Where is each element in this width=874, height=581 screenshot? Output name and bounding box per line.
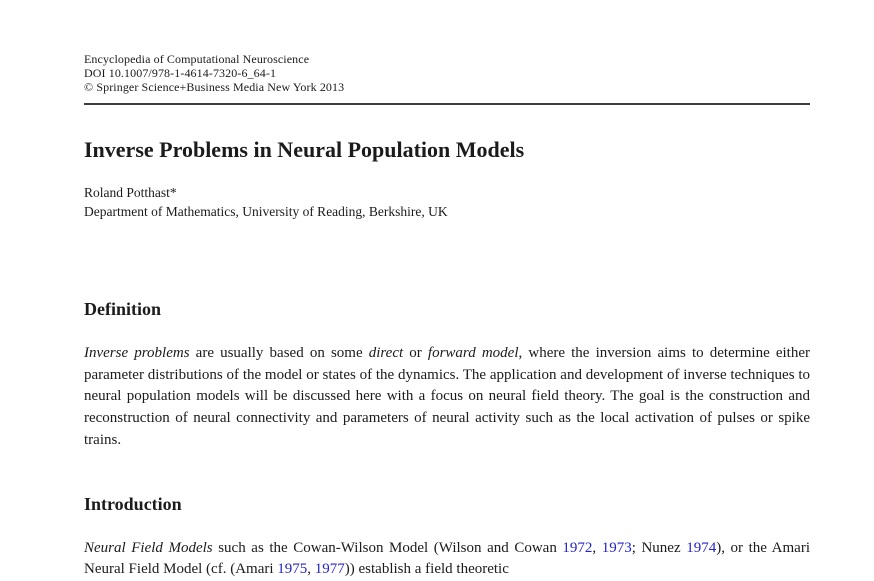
citation-link[interactable]: 1972 — [562, 539, 593, 556]
section-heading-definition: Definition — [84, 299, 162, 319]
byline — [84, 183, 810, 221]
header-divider — [84, 103, 810, 105]
paragraph-text: ; Nunez — [631, 539, 687, 556]
citation-link[interactable]: 1977 — [314, 561, 345, 578]
copyright-line: © Springer Science+Business Media New York 2013 — [84, 80, 345, 94]
definition-paragraph — [84, 343, 810, 452]
paragraph-text: , — [592, 539, 602, 556]
paragraph-text: )) establish a field theoretic — [344, 561, 509, 578]
paragraph-text: Inverse problems — [84, 345, 190, 361]
paragraph-text: or — [403, 345, 428, 361]
article-title: Inverse Problems in Neural Population Models — [84, 137, 525, 162]
paragraph-text: , where the inversion aims to determine either parameter distributions of the model or states of the dynamics. The application and development of inverse techniques to neural population models will be discussed here with a focus on neural field theory. The goal is the construction and reconstruction of neural connectivity and parameters of neural activity such as the local activation of pulses or spike trains. — [84, 345, 811, 448]
author-affiliation: Department of Mathematics, University of Reading, Berkshire, UK — [84, 204, 448, 219]
series-title: Encyclopedia of Computational Neuroscience — [84, 52, 310, 66]
citation-link[interactable]: 1973 — [601, 539, 632, 556]
paragraph-text: such as the Cowan-Wilson Model (Wilson and Cowan — [212, 539, 563, 556]
citation-link[interactable]: 1974 — [686, 539, 717, 556]
section-heading-introduction: Introduction — [84, 493, 182, 514]
citation-link[interactable]: 1975 — [277, 561, 308, 578]
paragraph-text: forward model — [427, 345, 519, 361]
paragraph-text: Neural Field Models — [84, 539, 213, 556]
publication-header — [84, 52, 810, 94]
paragraph-text: , — [307, 561, 315, 578]
author-name: Roland Potthast* — [84, 185, 177, 200]
introduction-paragraph — [84, 538, 810, 581]
paragraph-text: are usually based on some — [189, 345, 369, 361]
doi-line: DOI 10.1007/978-1-4614-7320-6_64-1 — [84, 66, 277, 80]
paragraph-text: direct — [368, 345, 404, 361]
paragraph-text: ), or the Amari Neural Field Model (cf. (Amari — [84, 539, 810, 578]
